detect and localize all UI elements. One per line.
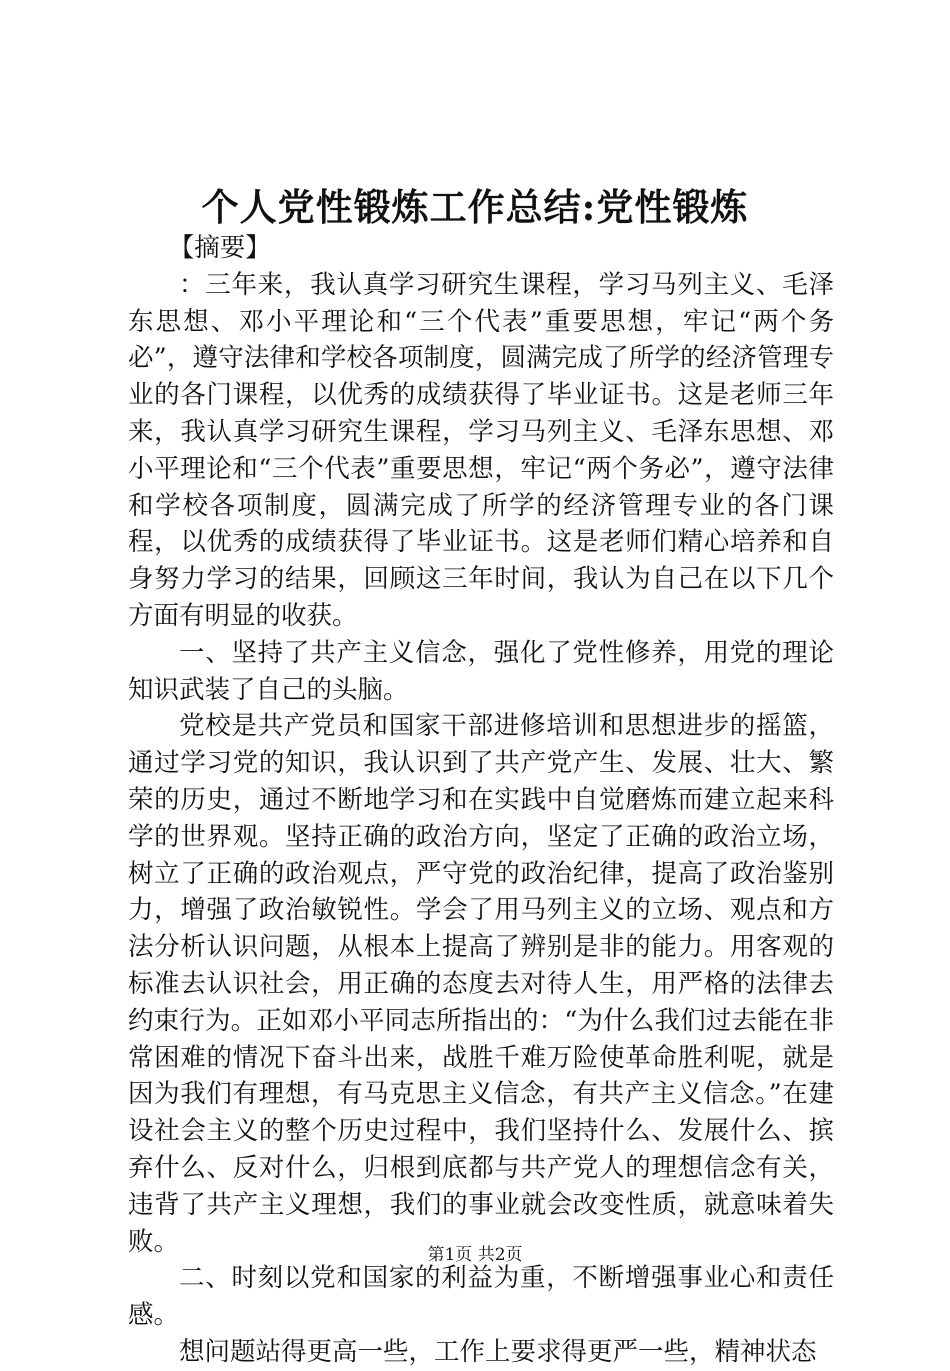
page-footer: 第1页 共2页 [427,1245,523,1265]
document-body [128,230,834,1371]
section-heading-2: 二、时刻以党和国家的利益为重，不断增强事业心和责任感。 [128,1263,834,1331]
section-heading-1: 一、坚持了共产主义信念，强化了党性修养，用党的理论知识武装了自己的头脑。 [128,637,834,705]
paragraph-intro: ：三年来，我认真学习研究生课程，学习马列主义、毛泽东思想、邓小平理论和“三个代表”重要思想，牢记“两个务必”，遵守法律和学校各项制度，圆满完成了所学的经济管理专业的各门课程，以优秀的成绩获得了毕业证书。这是老师三年来，我认真学习研究生课程，学习马列主义、毛泽东思想、邓小平理论和“三个代表”重要思想，牢记“两个务必”，遵守法律和学校各项制度，圆满完成了所学的经济管理专业的各门课程，以优秀的成绩获得了毕业证书。这是老师们精心培养和自身努力学习的结果，回顾这三年时间，我认为自己在以下几个方面有明显的收获。 [128,269,834,631]
document-title: 个人党性锻炼工作总结:党性锻炼 [201,185,749,229]
paragraph-section-1: 党校是共产党员和国家干部进修培训和思想进步的摇篮，通过学习党的知识，我认识到了共产党产生、发展、壮大、繁荣的历史，通过不断地学习和在实践中自觉磨炼而建立起来科学的世界观。坚持正确的政治方向，坚定了正确的政治立场，树立了正确的政治观点，严守党的政治纪律，提高了政治鉴别力，增强了政治敏锐性。学会了用马列主义的立场、观点和方法分析认识问题，从根本上提高了辨别是非的能力。用客观的标准去认识社会，用正确的态度去对待人生，用严格的法律去约束行为。正如邓小平同志所指出的：“为什么我们过去能在非常困难的情况下奋斗出来，战胜千难万险使革命胜利呢，就是因为我们有理想，有马克思主义信念，有共产主义信念。”在建设社会主义的整个历史过程中，我们坚持什么、发展什么、摈弃什么、反对什么，归根到底都与共产党人的理想信念有关，违背了共产主义理想，我们的事业就会改变性质，就意味着失败。 [128,711,834,1257]
paragraph-section-2: 想问题站得更高一些，工作上要求得更严一些，精神状态 [179,1336,817,1367]
abstract-label: 【摘要】 [168,233,271,263]
